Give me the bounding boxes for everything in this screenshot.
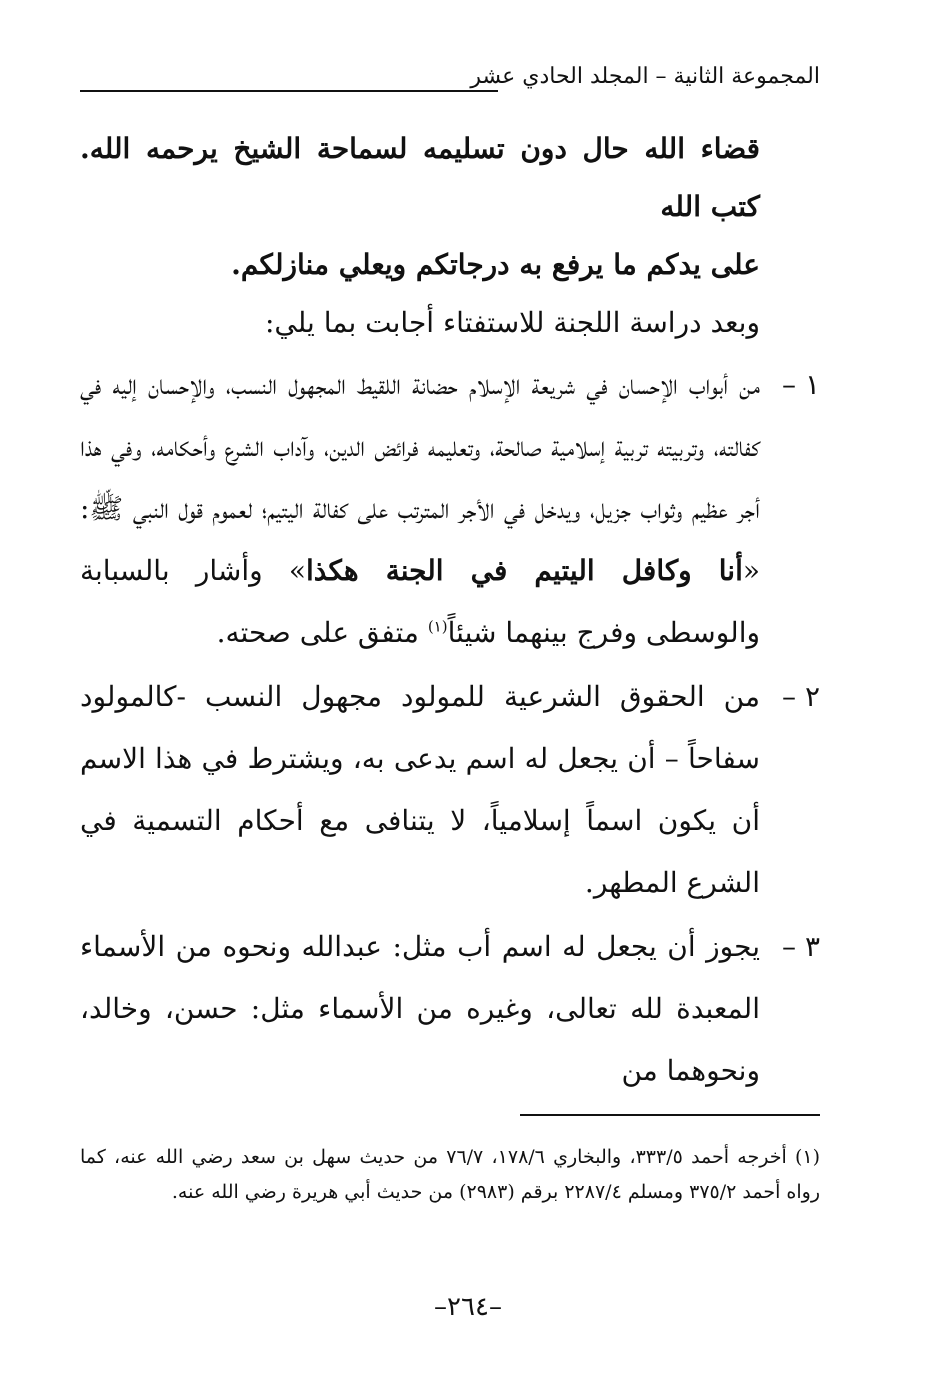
footnote: (١) أخرجه أحمد ٣٣٣/٥، والبخاري ١٧٨/٦، ٧٦/٧ من حديث سهل بن سعد رضي الله عنه، كما رواه أحمد ٣٧٥/٢ ومسلم ٢٢٨٧/٤ برقم (٢٩٨٣) من حديث أبي هريرة رضي الله عنه. [80, 1146, 821, 1203]
header-rule [80, 90, 498, 92]
page-number: –٢٦٤– [434, 1292, 502, 1322]
answer-item-3 [80, 916, 820, 1102]
running-header [80, 62, 820, 102]
footnote-separator [520, 1114, 820, 1116]
closing-line-2: على يدكم ما يرفع به درجاتكم ويعلي منازلكم. [231, 248, 760, 281]
item-text-continued: » وأشار بالسبابة والوسطى وفرج بينهما شيئاً [80, 554, 760, 649]
item-number: ١ – [782, 368, 820, 401]
closing-line-1: قضاء الله حال دون تسليمه لسماحة الشيخ يرحمه الله. كتب الله [80, 132, 760, 223]
answer-item-1 [80, 354, 820, 664]
footnote-reference[interactable]: (١) [427, 617, 448, 636]
item-text: من الحقوق الشرعية للمولود مجهول النسب -كالمولود سفاحاً – أن يجعل له اسم يدعى به، ويشترط في هذا الاسم أن يكون اسماً إسلامياً، لا يتنافى مع أحكام التسمية في الشرع المطهر. [80, 680, 760, 899]
item-text: يجوز أن يجعل له اسم أب مثل: عبدالله ونحوه من الأسماء المعبدة لله تعالى، وغيره من الأسماء مثل: حسن، وخالد، ونحوهما من [80, 930, 760, 1087]
main-text [80, 120, 820, 1102]
item-text-end: متفق على صحته. [216, 616, 428, 649]
item-number: ٣ – [782, 930, 820, 963]
answer-intro: وبعد دراسة اللجنة للاستفتاء أجابت بما يلي: [265, 306, 760, 339]
running-title: المجموعة الثانية – المجلد الحادي عشر [470, 64, 820, 89]
hadith-quote: أنا وكافل اليتيم في الجنة هكذا [305, 554, 743, 587]
answer-item-2 [80, 666, 820, 914]
item-text: من أبواب الإحسان في شريعة الإسلام حضانة اللقيط المجهول النسب، والإحسان إليه في كفالته، وتربيته تربية إسلامية صالحة، وتعليمه فرائض الدين، وآداب الشرع وأحكامه، وفي هذا أجر عظيم وثواب جزيل، ويدخل في الأجر المترتب على كفالة اليتيم؛ لعموم قول النبي ﷺ: « [80, 368, 760, 587]
item-number: ٢ – [782, 680, 820, 713]
